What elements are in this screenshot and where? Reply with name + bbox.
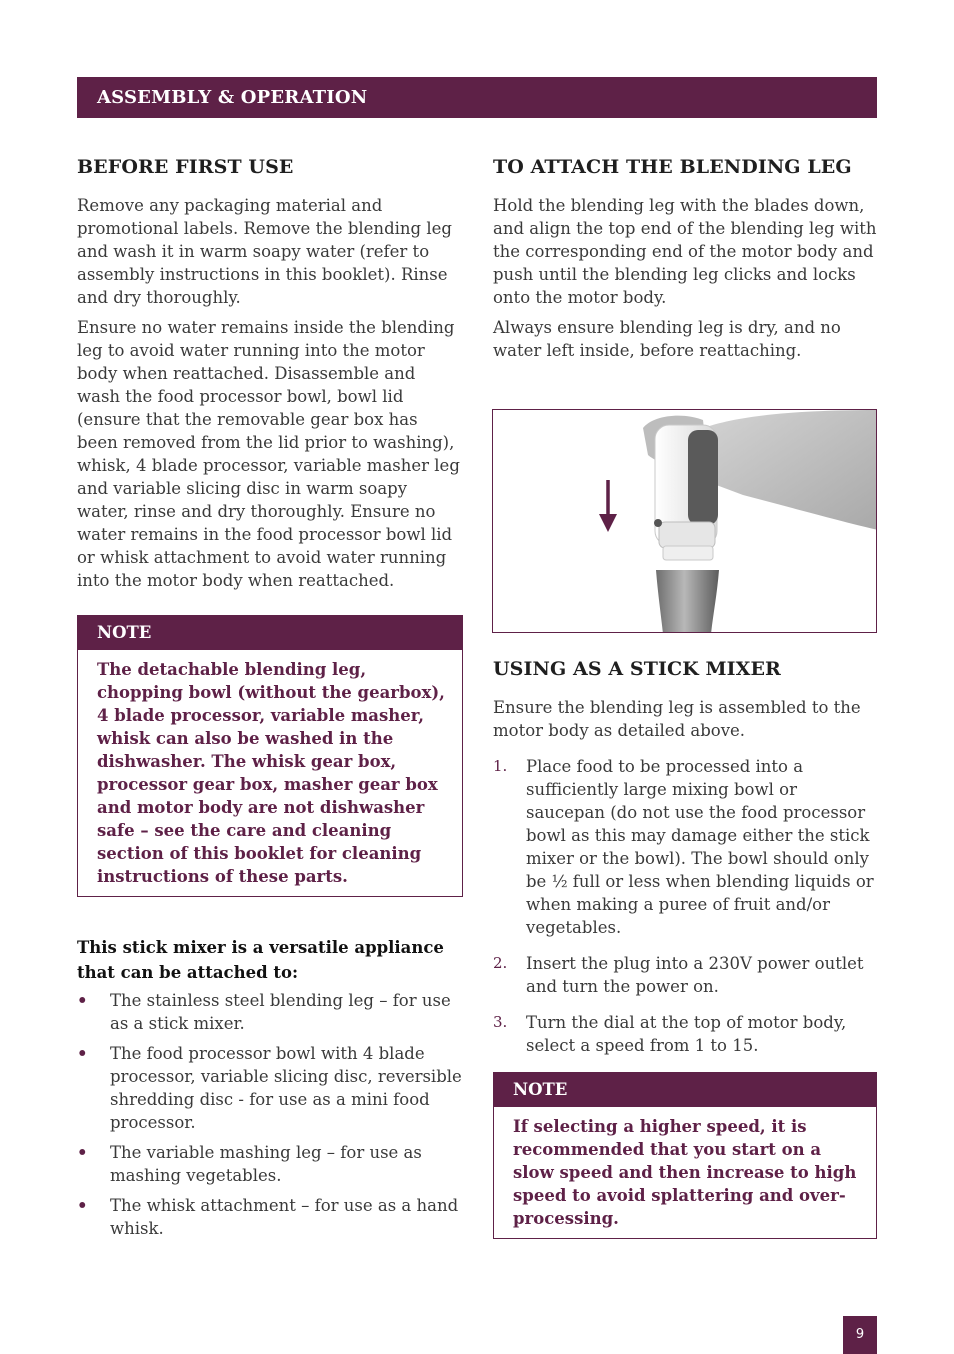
list-item-text: The stainless steel blending leg – for use as a stick mixer. xyxy=(110,991,451,1033)
step-number: 2. xyxy=(493,954,508,972)
attach-paragraph-1: Hold the blending leg with the blades down, and align the top end of the blending leg with the corresponding end of the motor body and push until the blending leg clicks and locks onto the motor body. xyxy=(493,196,877,307)
bullet-icon: • xyxy=(77,1196,88,1215)
right-column-top xyxy=(493,154,877,369)
right-column-bottom xyxy=(493,656,877,1239)
step-number: 3. xyxy=(493,1013,508,1031)
versatile-lead: This stick mixer is a versatile appliance that can be attached to: xyxy=(77,938,444,982)
step-text: Insert the plug into a 230V power outlet and turn the power on. xyxy=(526,954,864,996)
list-item xyxy=(493,755,877,939)
list-item xyxy=(493,952,877,998)
note-text: The detachable blending leg, chopping bowl (without the gearbox), 4 blade processor, variable masher, whisk can also be washed in the dishwasher. The whisk gear box, processor gear box, masher gear box and motor body are not dishwasher safe – see the care and cleaning section of this booklet for cleaning instructions of these parts. xyxy=(97,660,445,886)
step-text: Place food to be processed into a sufficiently large mixing bowl or saucepan (do not use the food processor bowl as this may damage either the stick mixer or the bowl). The bowl should only be ½ full or less when blending liquids or when making a puree of fruit and/or vegetables. xyxy=(526,757,874,937)
hand-attaching-leg-image xyxy=(493,410,877,633)
list-item-text: The variable mashing leg – for use as mashing vegetables. xyxy=(110,1143,422,1185)
note-title: NOTE xyxy=(494,1073,876,1107)
before-first-use-paragraph-1: Remove any packaging material and promotional labels. Remove the blending leg and wash it in warm soapy water (refer to assembly instructions in this booklet). Rinse and dry thoroughly. xyxy=(77,196,452,307)
stick-mixer-intro: Ensure the blending leg is assembled to the motor body as detailed above. xyxy=(493,698,861,740)
stick-mixer-heading: USING AS A STICK MIXER xyxy=(493,658,781,680)
before-first-use-paragraph-2: Ensure no water remains inside the blending leg to avoid water running into the motor body when reattached. Disassemble and wash the food processor bowl, bowl lid (ensure that the removable gear box has been removed from the lid prior to washing), whisk, 4 blade processor, variable masher leg and variable slicing disc in warm soapy water, rinse and dry thoroughly. Ensure no water remains in the food processor bowl lid or whisk attachment to avoid water running into the motor body when reattached. xyxy=(77,318,460,590)
step-text: Turn the dial at the top of motor body, select a speed from 1 to 15. xyxy=(526,1013,847,1055)
page-number: 9 xyxy=(843,1316,877,1354)
section-header: ASSEMBLY & OPERATION xyxy=(77,77,877,118)
bullet-icon: • xyxy=(77,991,88,1010)
note-text: If selecting a higher speed, it is recommended that you start on a slow speed and then increase to high speed to avoid splattering and over-processing. xyxy=(513,1117,857,1228)
bullet-icon: • xyxy=(77,1044,88,1063)
note-title: NOTE xyxy=(78,616,462,650)
steps-list xyxy=(493,755,877,1057)
list-item xyxy=(493,1011,877,1057)
list-item xyxy=(77,1141,463,1187)
speed-note xyxy=(493,1072,877,1239)
before-first-use-heading: BEFORE FIRST USE xyxy=(77,156,294,178)
list-item xyxy=(77,1194,463,1240)
attachment-list xyxy=(77,989,463,1240)
attach-illustration xyxy=(492,409,877,633)
bullet-icon: • xyxy=(77,1143,88,1162)
list-item-text: The food processor bowl with 4 blade processor, variable slicing disc, reversible shredding disc - for use as a mini food processor. xyxy=(110,1044,462,1132)
list-item xyxy=(77,1042,463,1134)
attach-paragraph-2: Always ensure blending leg is dry, and no water left inside, before reattaching. xyxy=(493,318,841,360)
list-item-text: The whisk attachment – for use as a hand whisk. xyxy=(110,1196,459,1238)
step-number: 1. xyxy=(493,757,508,775)
list-item xyxy=(77,989,463,1035)
left-column xyxy=(77,154,463,1247)
dishwasher-note xyxy=(77,615,463,897)
attach-heading: TO ATTACH THE BLENDING LEG xyxy=(493,156,852,178)
